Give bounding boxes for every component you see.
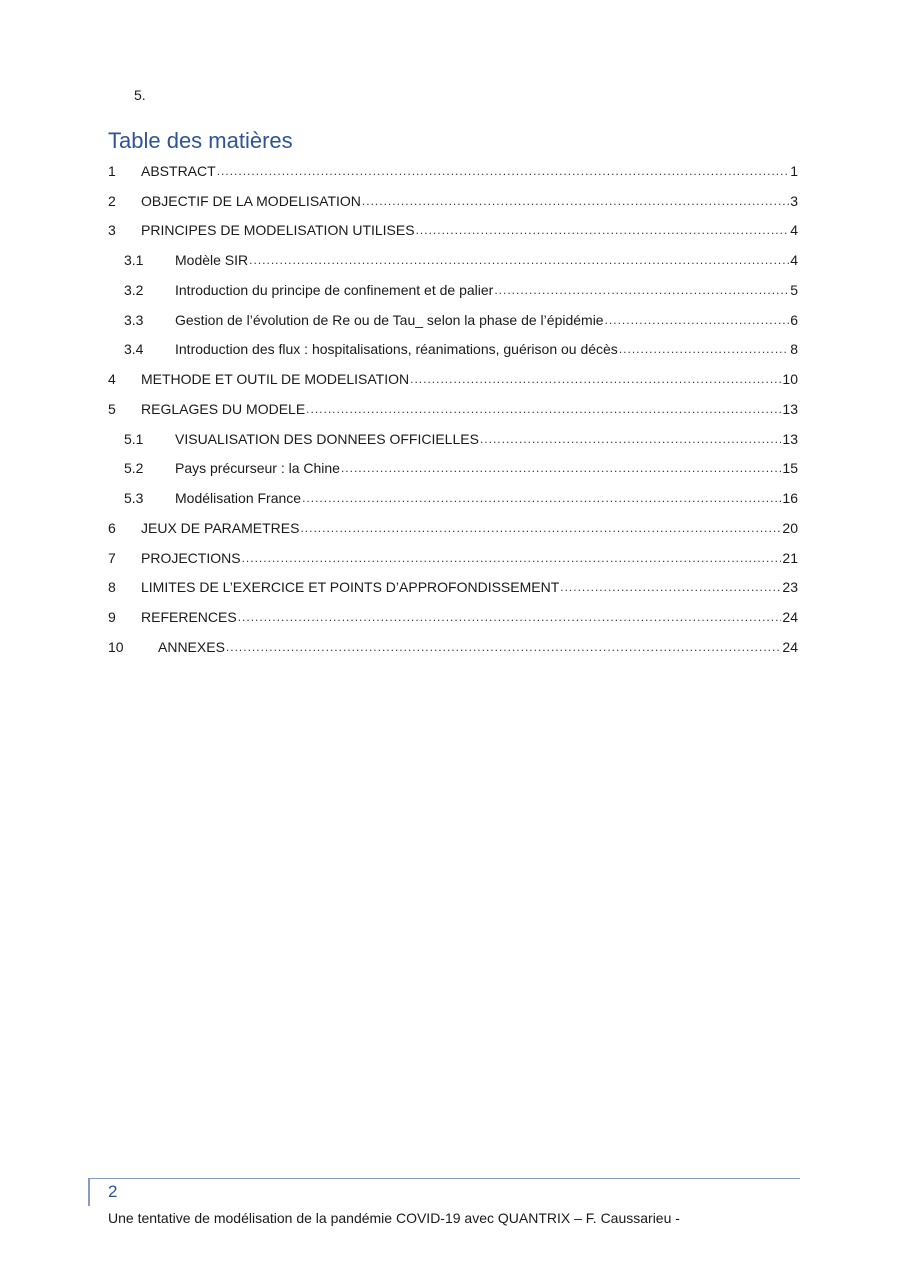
toc-leader-dots (619, 341, 789, 357)
toc-entry-page: 20 (782, 519, 798, 536)
toc-leader-dots (410, 371, 781, 387)
toc-entry-number: 5.2 (124, 460, 144, 477)
toc-entry-number: 7 (108, 549, 116, 566)
toc-entry-page: 24 (782, 638, 798, 655)
toc-entry[interactable] (108, 275, 798, 305)
toc-entry-number: 3.1 (124, 252, 144, 269)
toc-entry-page: 16 (782, 490, 798, 507)
toc-entry-page: 4 (790, 252, 798, 269)
toc-entry[interactable] (108, 156, 798, 186)
toc-entry[interactable] (108, 424, 798, 454)
toc-leader-dots (300, 520, 781, 536)
toc-entry-number: 4 (108, 371, 116, 388)
toc-entry[interactable] (108, 483, 798, 513)
toc-entry-number: 5.3 (124, 490, 144, 507)
footer-accent-bar (88, 1178, 90, 1206)
toc-entry-number: 3 (108, 222, 116, 239)
toc-entry-title: JEUX DE PARAMETRES (141, 519, 300, 536)
toc-entry[interactable] (108, 543, 798, 573)
toc-leader-dots (242, 550, 782, 566)
toc-entry-page: 15 (782, 460, 798, 477)
toc-entry-number: 9 (108, 609, 116, 626)
toc-leader-dots (226, 639, 782, 655)
toc-entry-number: 2 (108, 192, 116, 209)
toc-leader-dots (306, 401, 781, 417)
toc-entry-title: PROJECTIONS (141, 549, 241, 566)
toc-entry[interactable] (108, 245, 798, 275)
toc-entry-page: 24 (782, 609, 798, 626)
toc-entry-title: METHODE ET OUTIL DE MODELISATION (141, 371, 410, 388)
toc-entry-page: 23 (782, 579, 798, 596)
toc-entry-number: 6 (108, 519, 116, 536)
toc-entry-title: ABSTRACT (141, 162, 216, 179)
toc-entry-number: 1 (108, 162, 116, 179)
toc-leader-dots (238, 609, 782, 625)
toc-entry-page: 5 (790, 281, 798, 298)
toc-leader-dots (494, 282, 789, 298)
toc-entry-title: REFERENCES (141, 609, 237, 626)
toc-leader-dots (480, 431, 781, 447)
toc-entry-page: 8 (790, 341, 798, 358)
footer-page-number: 2 (108, 1182, 118, 1201)
toc-entry-page: 21 (782, 549, 798, 566)
toc-entry-number: 3.2 (124, 281, 144, 298)
toc-entry-title: LIMITES DE L’EXERCICE ET POINTS D’APPROFONDISSEMENT (141, 579, 560, 596)
toc-entry-number: 5.1 (124, 430, 144, 447)
toc-entry-page: 3 (790, 192, 798, 209)
toc-entry-title: Modèle SIR (175, 252, 249, 269)
toc-entry-number: 10 (108, 638, 124, 655)
toc-entry-title: Modélisation France (175, 490, 302, 507)
toc-entry-page: 4 (790, 222, 798, 239)
toc-entry[interactable] (108, 186, 798, 216)
toc-entry-number: 3.3 (124, 311, 144, 328)
toc-leader-dots (560, 579, 781, 595)
toc-entry-title: Gestion de l’évolution de Re ou de Tau_ selon la phase de l’épidémie (175, 311, 604, 328)
toc-leader-dots (302, 490, 781, 506)
toc-leader-dots (362, 193, 789, 209)
toc-entry-page: 13 (782, 430, 798, 447)
toc-entry[interactable] (108, 513, 798, 543)
toc-entry-title: OBJECTIF DE LA MODELISATION (141, 192, 361, 209)
toc-entry[interactable] (108, 305, 798, 335)
toc-entry[interactable] (108, 573, 798, 603)
toc-entry-page: 10 (782, 371, 798, 388)
toc-entry-number: 3.4 (124, 341, 144, 358)
toc-entry[interactable] (108, 632, 798, 662)
toc-entry-title: PRINCIPES DE MODELISATION UTILISES (141, 222, 415, 239)
toc-entry-title: Introduction des flux : hospitalisations, réanimations, guérison ou décès (175, 341, 618, 358)
footer-text: Une tentative de modélisation de la pandémie COVID-19 avec QUANTRIX – F. Caussarieu - (108, 1210, 680, 1226)
toc-entry-title: Pays précurseur : la Chine (175, 460, 340, 477)
toc-entry[interactable] (108, 364, 798, 394)
table-of-contents (108, 156, 798, 662)
toc-entry-page: 13 (782, 400, 798, 417)
toc-entry[interactable] (108, 335, 798, 365)
toc-entry-title: Introduction du principe de confinement et de palier (175, 281, 494, 298)
toc-leader-dots (217, 163, 790, 179)
toc-entry[interactable] (108, 602, 798, 632)
toc-leader-dots (249, 252, 789, 268)
toc-entry-number: 5 (108, 400, 116, 417)
toc-entry-title: VISUALISATION DES DONNEES OFFICIELLES (175, 430, 479, 447)
toc-leader-dots (605, 312, 790, 328)
toc-leader-dots (416, 222, 790, 238)
toc-title: Table des matières (108, 128, 293, 153)
footer-divider (88, 1178, 800, 1179)
toc-entry[interactable] (108, 394, 798, 424)
toc-entry-page: 6 (790, 311, 798, 328)
toc-entry-page: 1 (790, 162, 798, 179)
toc-leader-dots (341, 460, 781, 476)
toc-entry[interactable] (108, 454, 798, 484)
toc-entry-number: 8 (108, 579, 116, 596)
toc-entry[interactable] (108, 216, 798, 246)
list-number: 5. (134, 87, 146, 103)
toc-entry-title: ANNEXES (158, 638, 225, 655)
toc-entry-title: REGLAGES DU MODELE (141, 400, 306, 417)
